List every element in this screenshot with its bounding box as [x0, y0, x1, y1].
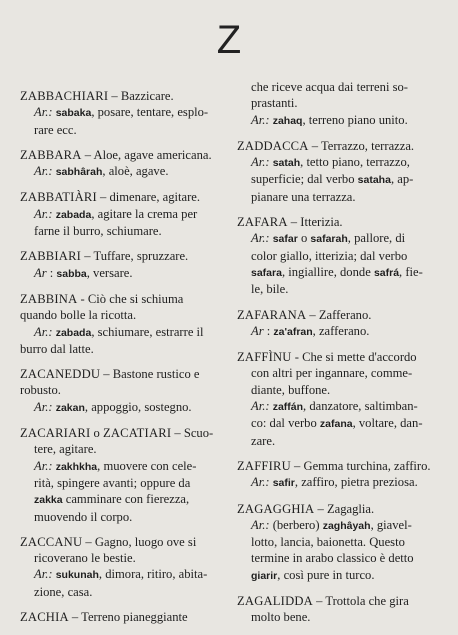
entry-line — [237, 230, 443, 247]
transliteration: zahaq — [272, 114, 303, 127]
text: termine in arabo classico è detto — [251, 551, 414, 566]
transliteration: zaghâyah — [322, 519, 371, 532]
transliteration: safara — [251, 266, 282, 279]
arabic-label: Ar.: — [34, 206, 53, 221]
text: , pallore, di — [347, 231, 406, 246]
entry-line — [20, 147, 228, 163]
entry-line — [237, 248, 443, 264]
text: , appoggio, sostegno. — [84, 399, 192, 414]
text: quando bolle la ricotta. — [20, 308, 137, 323]
headword: ZABBARA — [20, 147, 82, 162]
entry-line — [20, 609, 228, 625]
entry-line — [20, 122, 228, 138]
entry-line — [237, 154, 443, 171]
entry-line — [237, 382, 443, 398]
entry-line — [20, 584, 228, 600]
entry-line — [20, 223, 228, 239]
transliteration: safar — [272, 233, 298, 246]
headword: ZACATIARI — [102, 426, 172, 441]
entry-line — [237, 398, 443, 415]
transliteration: za'afran — [273, 325, 313, 338]
entry-line — [237, 95, 443, 111]
text: , così pure in turco. — [277, 567, 375, 582]
text: farne il burro, schiumare. — [34, 224, 162, 239]
dictionary-entry — [20, 147, 228, 181]
arabic-label: Ar.: — [34, 324, 53, 339]
headword: ZABBATIÀRI — [20, 190, 97, 205]
text: rare ecc. — [34, 122, 77, 137]
text: , aloè, agave. — [102, 164, 169, 179]
text: – Bazzicare. — [108, 89, 174, 103]
text: , schiumare, estrarre il — [91, 324, 204, 339]
text: robusto. — [20, 383, 61, 398]
dictionary-entry — [20, 88, 228, 138]
entry-line — [237, 138, 443, 154]
entry-line — [20, 341, 228, 357]
text: - Ciò che si schiuma — [77, 291, 184, 306]
text: – Gemma turchina, zaffiro. — [290, 458, 431, 473]
arabic-label: Ar.: — [251, 399, 270, 414]
text: – Bastone rustico e — [100, 367, 200, 382]
headword: ZAFARANA — [237, 307, 307, 322]
entry-line — [237, 323, 443, 340]
entry-line — [20, 248, 228, 264]
text: tere, agitare. — [34, 442, 97, 457]
transliteration: zabada — [55, 208, 92, 221]
entry-line — [20, 425, 228, 441]
entry-line — [20, 366, 228, 382]
dictionary-entry — [237, 458, 443, 492]
headword: ZAFFIRU — [237, 458, 291, 473]
entry-line — [20, 265, 228, 282]
arabic-label: Ar.: — [251, 155, 270, 170]
dictionary-entry — [237, 349, 443, 449]
entry-line — [20, 382, 228, 398]
transliteration: zakan — [55, 401, 85, 414]
arabic-label: Ar — [251, 323, 264, 338]
dictionary-entry — [237, 307, 443, 341]
transliteration: giarir — [251, 569, 278, 582]
headword: ZABBIARI — [20, 249, 82, 264]
text: , giavel- — [370, 517, 412, 532]
text: , zafferano. — [312, 323, 370, 338]
text: zione, casa. — [34, 584, 93, 599]
text: color giallo, itterizia; dal verbo — [251, 248, 408, 263]
text: , muovere con cele- — [97, 458, 197, 473]
entry-line — [237, 501, 443, 517]
entry-line — [237, 415, 443, 432]
arabic-label: Ar.: — [251, 475, 270, 490]
entry-line — [237, 433, 443, 449]
entry-line — [237, 517, 443, 534]
dictionary-entry — [20, 425, 228, 525]
headword: ZAGAGGHIA — [237, 501, 315, 516]
text: : — [46, 265, 57, 280]
entry-line — [237, 609, 443, 625]
headword: ZADDACCA — [237, 138, 309, 153]
entry-line — [237, 171, 443, 188]
dictionary-entry — [237, 501, 443, 584]
headword: ZACCANU — [20, 534, 83, 549]
entry-line — [237, 112, 443, 129]
text: prastanti. — [251, 96, 298, 111]
entry-line — [237, 474, 443, 491]
dictionary-entry — [20, 609, 228, 625]
dictionary-entry — [20, 248, 228, 282]
transliteration: zabada — [55, 326, 92, 339]
dictionary-entry — [20, 189, 228, 239]
headword: ZABBINA — [20, 291, 78, 306]
section-letter: Z — [216, 18, 242, 62]
entry-line — [20, 206, 228, 223]
dictionary-entry — [237, 79, 443, 129]
text: ricoverano le bestie. — [34, 551, 136, 566]
arabic-label: Ar.: — [34, 105, 53, 120]
text: – Aloe, agave americana. — [81, 147, 212, 162]
transliteration: safarah — [310, 233, 348, 246]
dictionary-entry — [237, 214, 443, 297]
entry-line — [20, 189, 228, 205]
entry-line — [20, 291, 228, 307]
dictionary-entry — [20, 534, 228, 600]
text: , versare. — [86, 265, 133, 280]
text: – Zagaglia. — [314, 501, 375, 516]
headword: ZACHIA — [20, 610, 69, 625]
text: – Itterizia. — [287, 215, 343, 230]
text: – Gagno, luogo ove si — [82, 534, 197, 549]
arabic-label: Ar.: — [251, 517, 270, 532]
text: , danzatore, saltimban- — [303, 399, 418, 414]
headword: ZAFFÌNU — [237, 350, 292, 365]
transliteration: sukunah — [55, 569, 99, 582]
entry-line — [20, 509, 228, 525]
text: , ingiallire, donde — [281, 264, 374, 279]
entry-line — [237, 264, 443, 281]
transliteration: zaffán — [272, 401, 304, 414]
entry-line — [20, 566, 228, 583]
transliteration: zakka — [34, 494, 63, 507]
text: che riceve acqua dai terreni so- — [251, 80, 408, 94]
text: o — [297, 231, 311, 246]
text: – dimenare, agitare. — [96, 190, 201, 205]
text: superficie; dal verbo — [251, 172, 358, 187]
arabic-label: Ar.: — [34, 164, 53, 179]
text: con altri per ingannare, comme- — [251, 366, 413, 381]
arabic-label: Ar — [34, 265, 47, 280]
text: , posare, tentare, esplo- — [91, 105, 209, 120]
headword: ZACARIARI — [20, 426, 91, 441]
entry-line — [237, 458, 443, 474]
transliteration: sabaka — [55, 107, 92, 120]
entry-line — [237, 214, 443, 230]
text: molto bene. — [251, 610, 311, 625]
text: , ap- — [390, 172, 414, 187]
text: – Terreno pianeggiante — [68, 610, 188, 625]
entry-line — [20, 399, 228, 416]
arabic-label: Ar.: — [34, 458, 53, 473]
entry-line — [20, 458, 228, 475]
entry-line — [20, 163, 228, 180]
entry-line — [237, 281, 443, 297]
text: , voltare, dan- — [352, 416, 423, 431]
entry-line — [237, 349, 443, 365]
text: pianare una terrazza. — [251, 189, 356, 204]
transliteration: zafana — [319, 418, 353, 431]
text: , terreno piano unito. — [302, 112, 408, 127]
entry-line — [20, 491, 228, 508]
text: , agitare la crema per — [91, 206, 198, 221]
transliteration: safrá — [373, 266, 400, 279]
text: – Tuffare, spruzzare. — [81, 249, 189, 264]
text: camminare con fierezza, — [62, 492, 190, 507]
transliteration: sataha — [357, 174, 391, 187]
text: – Zafferano. — [306, 307, 372, 322]
transliteration: zakhkha — [55, 460, 98, 473]
arabic-label: Ar.: — [34, 399, 53, 414]
transliteration: sabba — [56, 267, 87, 280]
text: lotto, lancia, baionetta. Questo — [251, 535, 405, 550]
text: (berbero) — [269, 517, 323, 532]
headword: ZAGALIDDA — [237, 594, 313, 609]
arabic-label: Ar.: — [251, 112, 270, 127]
entry-line — [20, 534, 228, 550]
text: – Scuo- — [171, 426, 214, 441]
left-column — [20, 88, 228, 634]
text: rità, spingere avanti; oppure da — [34, 475, 191, 490]
entry-line — [20, 441, 228, 457]
arabic-label: Ar.: — [34, 567, 53, 582]
entry-line — [20, 324, 228, 341]
entry-line — [237, 534, 443, 550]
entry-line — [20, 104, 228, 121]
transliteration: safir — [272, 477, 295, 490]
entry-line — [237, 307, 443, 323]
entry-line — [237, 189, 443, 205]
entry-line — [237, 365, 443, 381]
text: zare. — [251, 433, 276, 448]
entry-line — [237, 567, 443, 584]
entry-line — [237, 593, 443, 609]
text: – Terrazzo, terrazza. — [308, 138, 415, 153]
entry-line — [20, 88, 228, 104]
entry-line — [237, 79, 443, 95]
transliteration: satah — [272, 157, 301, 170]
text: o — [90, 426, 103, 441]
dictionary-entry — [20, 291, 228, 357]
headword: ZABBACHIARI — [20, 89, 109, 103]
entry-line — [20, 550, 228, 566]
text: diante, buffone. — [251, 382, 331, 397]
text: co: dal verbo — [251, 416, 320, 431]
dictionary-entry — [20, 366, 228, 416]
text: , tetto piano, terrazzo, — [300, 155, 410, 170]
dictionary-entry — [237, 593, 443, 626]
text: muovendo il corpo. — [34, 509, 133, 524]
right-column — [237, 79, 443, 635]
transliteration: sabhârah — [55, 166, 103, 179]
text: , zaffiro, pietra preziosa. — [294, 475, 418, 490]
entry-line — [20, 307, 228, 323]
text: , dimora, ritiro, abita- — [98, 567, 208, 582]
text: – Trottola che gira — [312, 594, 409, 609]
entry-line — [237, 550, 443, 566]
arabic-label: Ar.: — [251, 231, 270, 246]
dictionary-entry — [237, 138, 443, 205]
text: : — [263, 323, 274, 338]
headword: ZAFARA — [237, 215, 288, 230]
headword: ZACANEDDU — [20, 367, 101, 382]
entry-line — [20, 475, 228, 491]
text: , fie- — [399, 264, 423, 279]
text: - Che si mette d'accordo — [291, 350, 417, 365]
text: le, bile. — [251, 282, 289, 297]
text: burro dal latte. — [20, 341, 94, 356]
